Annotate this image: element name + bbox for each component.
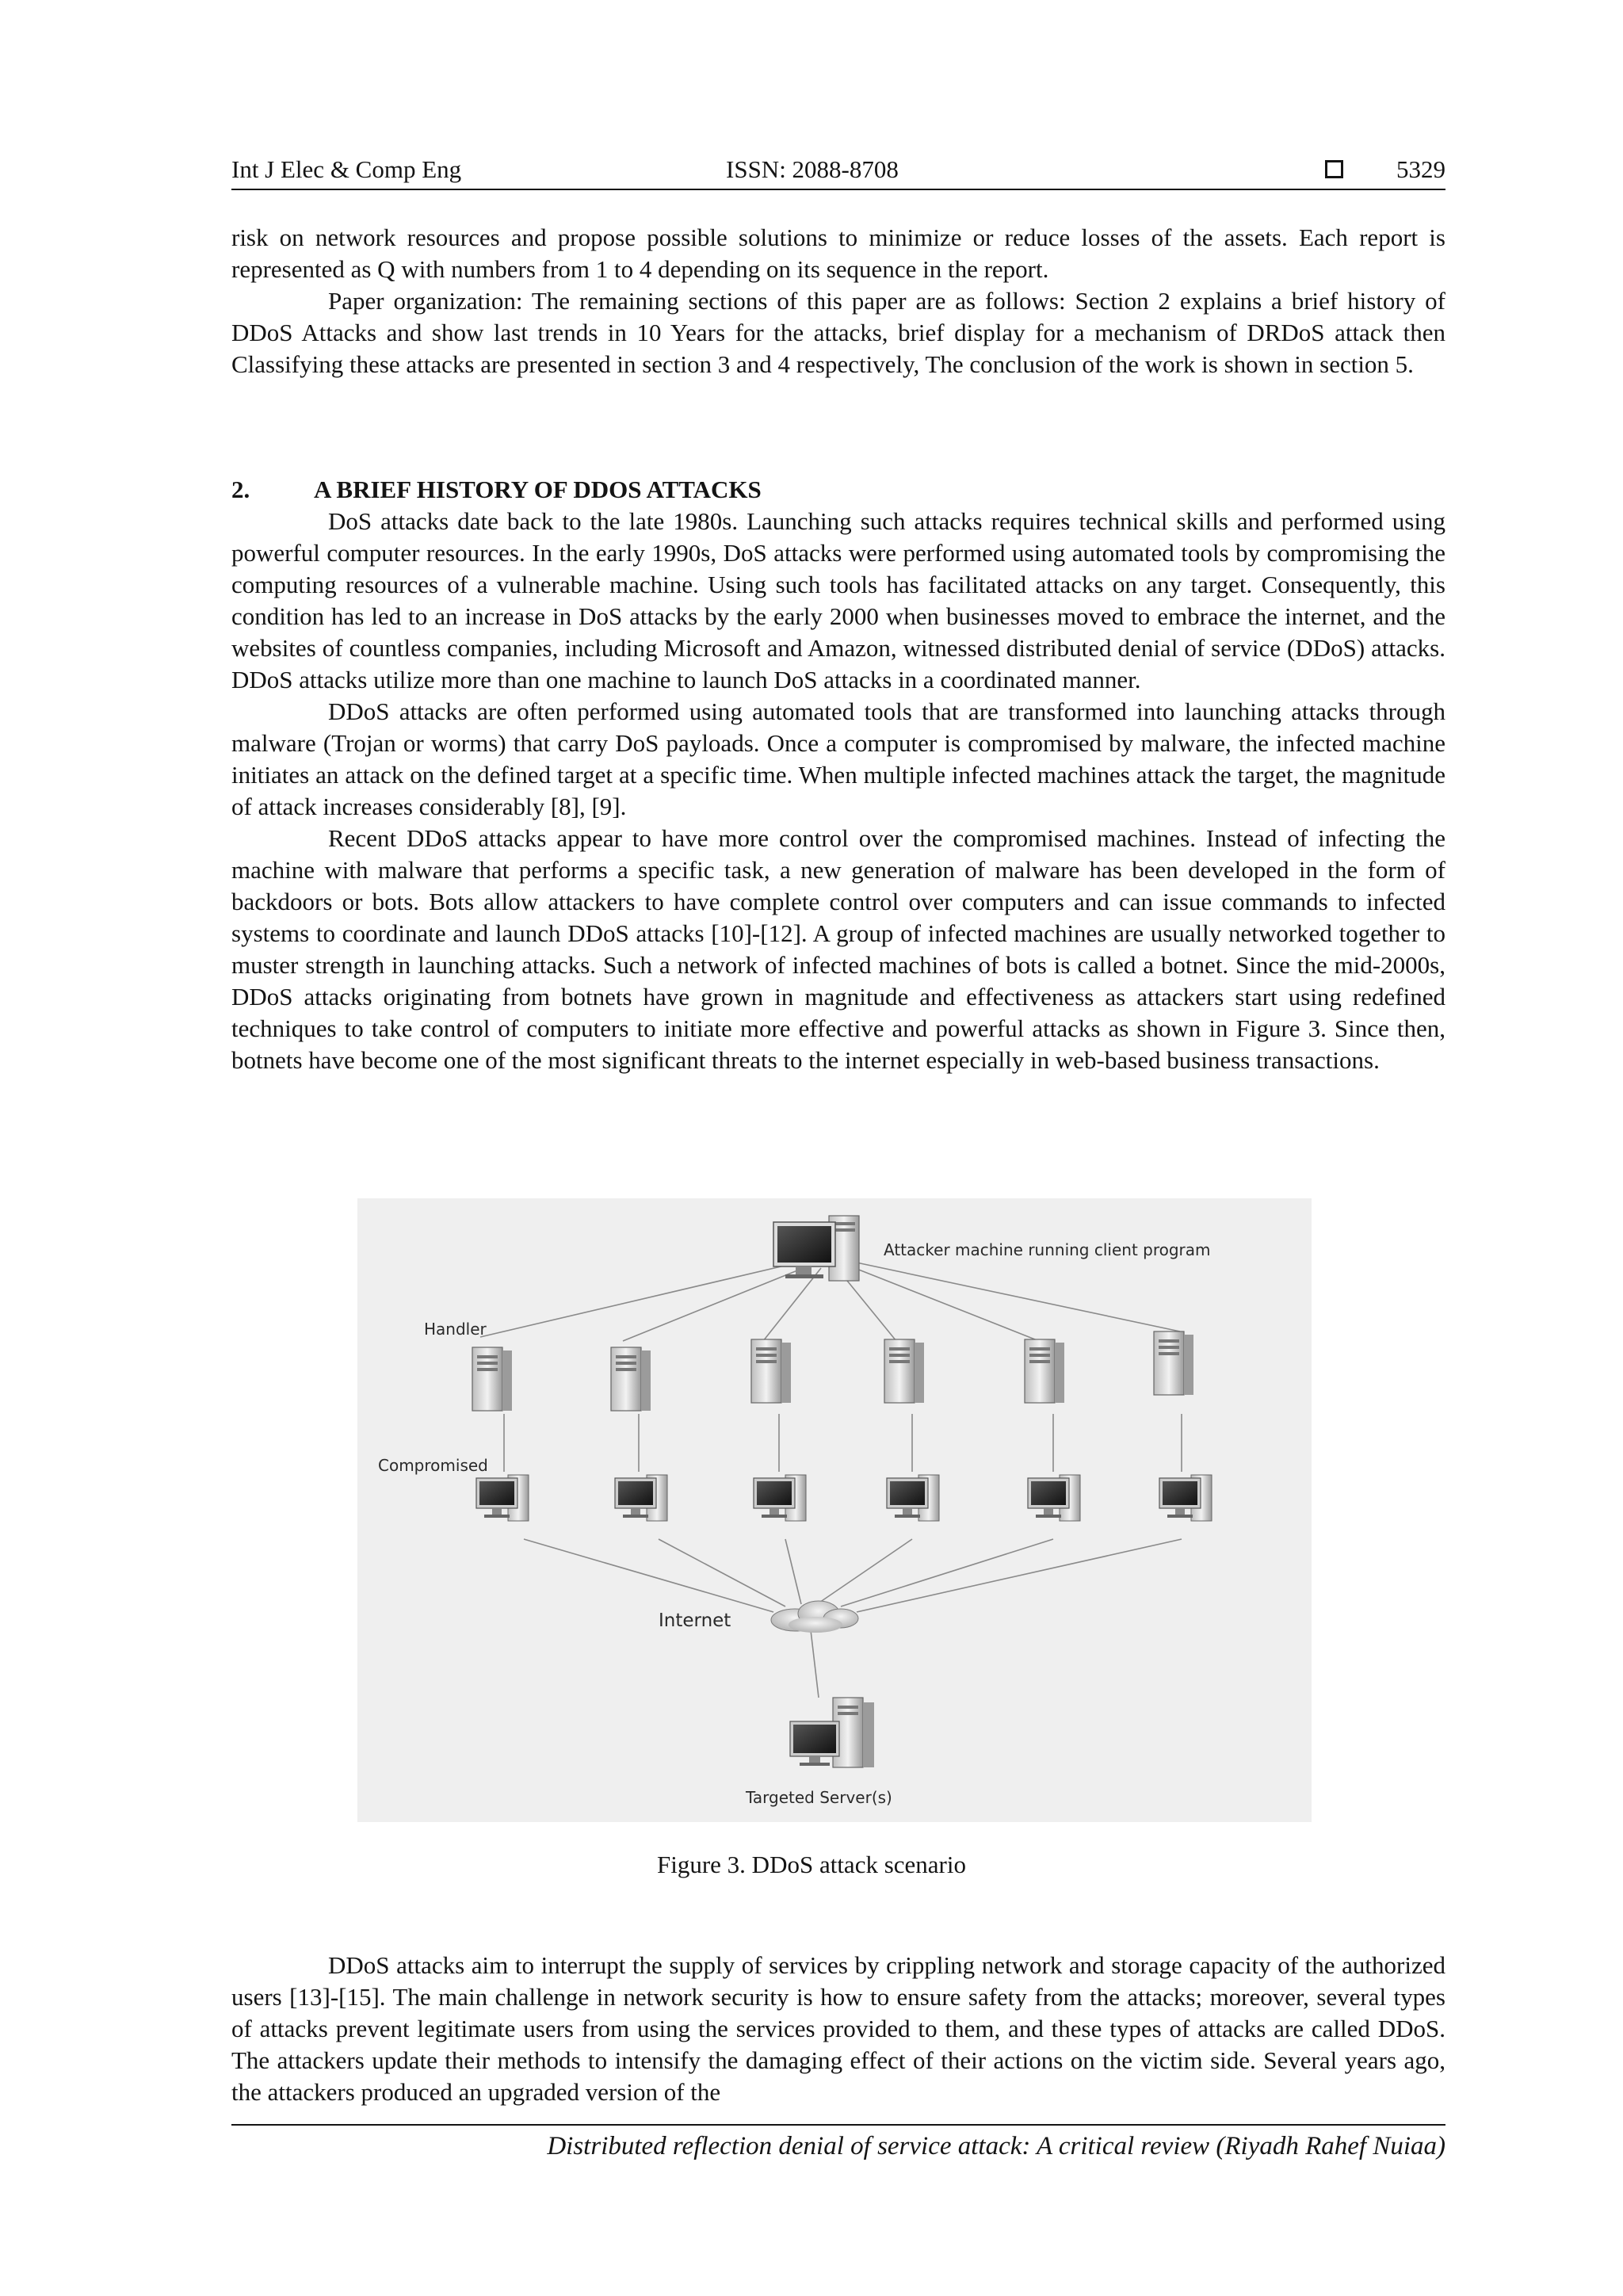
- issn: ISSN: 2088-8708: [726, 155, 899, 183]
- handler-server-icon: [1154, 1331, 1193, 1395]
- handler-server-icons: [472, 1331, 1193, 1411]
- figure-3-diagram: [357, 1198, 1312, 1822]
- after-figure-paragraph: DDoS attacks aim to interrupt the supply of services by crippling network and storage capacity of the authorized users [13]-[15]. The main challenge in network security is how to ensure safety from the attacks; moreover, several types of attacks prevent legitimate users from using the services provided to them, and these types of attacks are called DDoS. The attackers update their methods to intensify the damaging effect of their actions on the victim side. Several years ago, the attackers produced an upgraded version of the: [231, 1951, 1445, 2106]
- target-server-icon: [790, 1698, 874, 1767]
- journal-name: Int J Elec & Comp Eng: [231, 155, 462, 183]
- intro-paragraph-2: Paper organization: The remaining sections of this paper are as follows: Section 2 explains a brief history of DDoS Attacks and show last trends in 10 Years for the attacks, brief display for a mechanism of DRDoS attack then Classifying these attacks are presented in section 3 and 4 respectively, The conclusion of the work is shown in section 5.: [231, 287, 1445, 378]
- attacker-computer-icon: [773, 1216, 859, 1281]
- handler-server-icon: [472, 1347, 512, 1411]
- section-heading: [231, 476, 762, 504]
- compromised-computer-icon: [1028, 1475, 1080, 1521]
- header-rule: [231, 189, 1445, 190]
- attacker-label: Attacker machine running client program: [884, 1240, 1211, 1259]
- section-title: A BRIEF HISTORY OF DDOS ATTACKS: [314, 476, 762, 503]
- section-number: 2.: [231, 476, 250, 503]
- section-2-paragraph-2: DDoS attacks are often performed using automated tools that are transformed into launching attacks through malware (Trojan or worms) that carry DoS payloads. Once a computer is compromised by malware, the infected machine initiates an attack on the defined target at a specific time. When multiple infected machines attack the target, the magnitude of attack increases considerably [8], [9].: [231, 697, 1445, 820]
- handler-server-icon: [751, 1339, 791, 1403]
- handler-server-icon: [884, 1339, 924, 1403]
- intro-paragraph-1: risk on network resources and propose possible solutions to minimize or reduce losses of the assets. Each report is represented as Q with numbers from 1 to 4 depending on its sequence in the report.: [231, 223, 1445, 283]
- intro-text: [231, 222, 1445, 380]
- footer-rule: [231, 2124, 1445, 2126]
- ddos-diagram-svg: [357, 1198, 1312, 1822]
- compromised-computer-icon: [1159, 1475, 1212, 1521]
- compromised-computer-icon: [615, 1475, 667, 1521]
- handler-label: Handler: [424, 1320, 487, 1339]
- internet-label: Internet: [659, 1610, 731, 1631]
- after-figure-text: [231, 1950, 1445, 2108]
- handler-server-icon: [1025, 1339, 1064, 1403]
- running-footer: Distributed reflection denial of service attack: A critical review (Riyadh Rahef Nuiaa): [547, 2132, 1445, 2160]
- compromised-computer-icon: [476, 1475, 529, 1521]
- compromised-computer-icon: [754, 1475, 806, 1521]
- section-2-body: [231, 506, 1445, 1076]
- running-header: [231, 155, 1445, 190]
- compromised-label: Compromised: [378, 1456, 488, 1475]
- target-label: Targeted Server(s): [746, 1788, 892, 1807]
- checkbox-square-icon: [1325, 160, 1343, 178]
- compromised-computer-icon: [887, 1475, 939, 1521]
- figure-caption: Figure 3. DDoS attack scenario: [657, 1851, 966, 1878]
- page-number: 5329: [1396, 155, 1445, 183]
- handler-server-icon: [611, 1347, 651, 1411]
- section-2-paragraph-3: Recent DDoS attacks appear to have more control over the compromised machines. Instead of infecting the machine with malware that performs a specific task, a new generation of malware has been developed in the form of backdoors or bots. Bots allow attackers to have complete control over computers and can issue commands to infected systems to coordinate and launch DDoS attacks [10]-[12]. A group of infected machines are usually networked together to muster strength in launching attacks. Such a network of infected machines of bots is called a botnet. Since the mid-2000s, DDoS attacks originating from botnets have grown in magnitude and effectiveness as attackers start using redefined techniques to take control of computers to initiate more effective and powerful attacks as shown in Figure 3. Since then, botnets have become one of the most significant threats to the internet especially in web-based business transactions.: [231, 824, 1445, 1074]
- compromised-computer-icons: [476, 1475, 1212, 1521]
- section-2-paragraph-1: DoS attacks date back to the late 1980s. Launching such attacks requires technical skills and performed using powerful computer resources. In the early 1990s, DoS attacks were performed using automated tools by compromising the computing resources of a vulnerable machine. Using such tools has facilitated attacks on any target. Consequently, this condition has led to an increase in DoS attacks by the early 2000 when businesses moved to embrace the internet, and the websites of countless companies, including Microsoft and Amazon, witnessed distributed denial of service (DDoS) attacks. DDoS attacks utilize more than one machine to launch DoS attacks in a coordinated manner.: [231, 507, 1445, 693]
